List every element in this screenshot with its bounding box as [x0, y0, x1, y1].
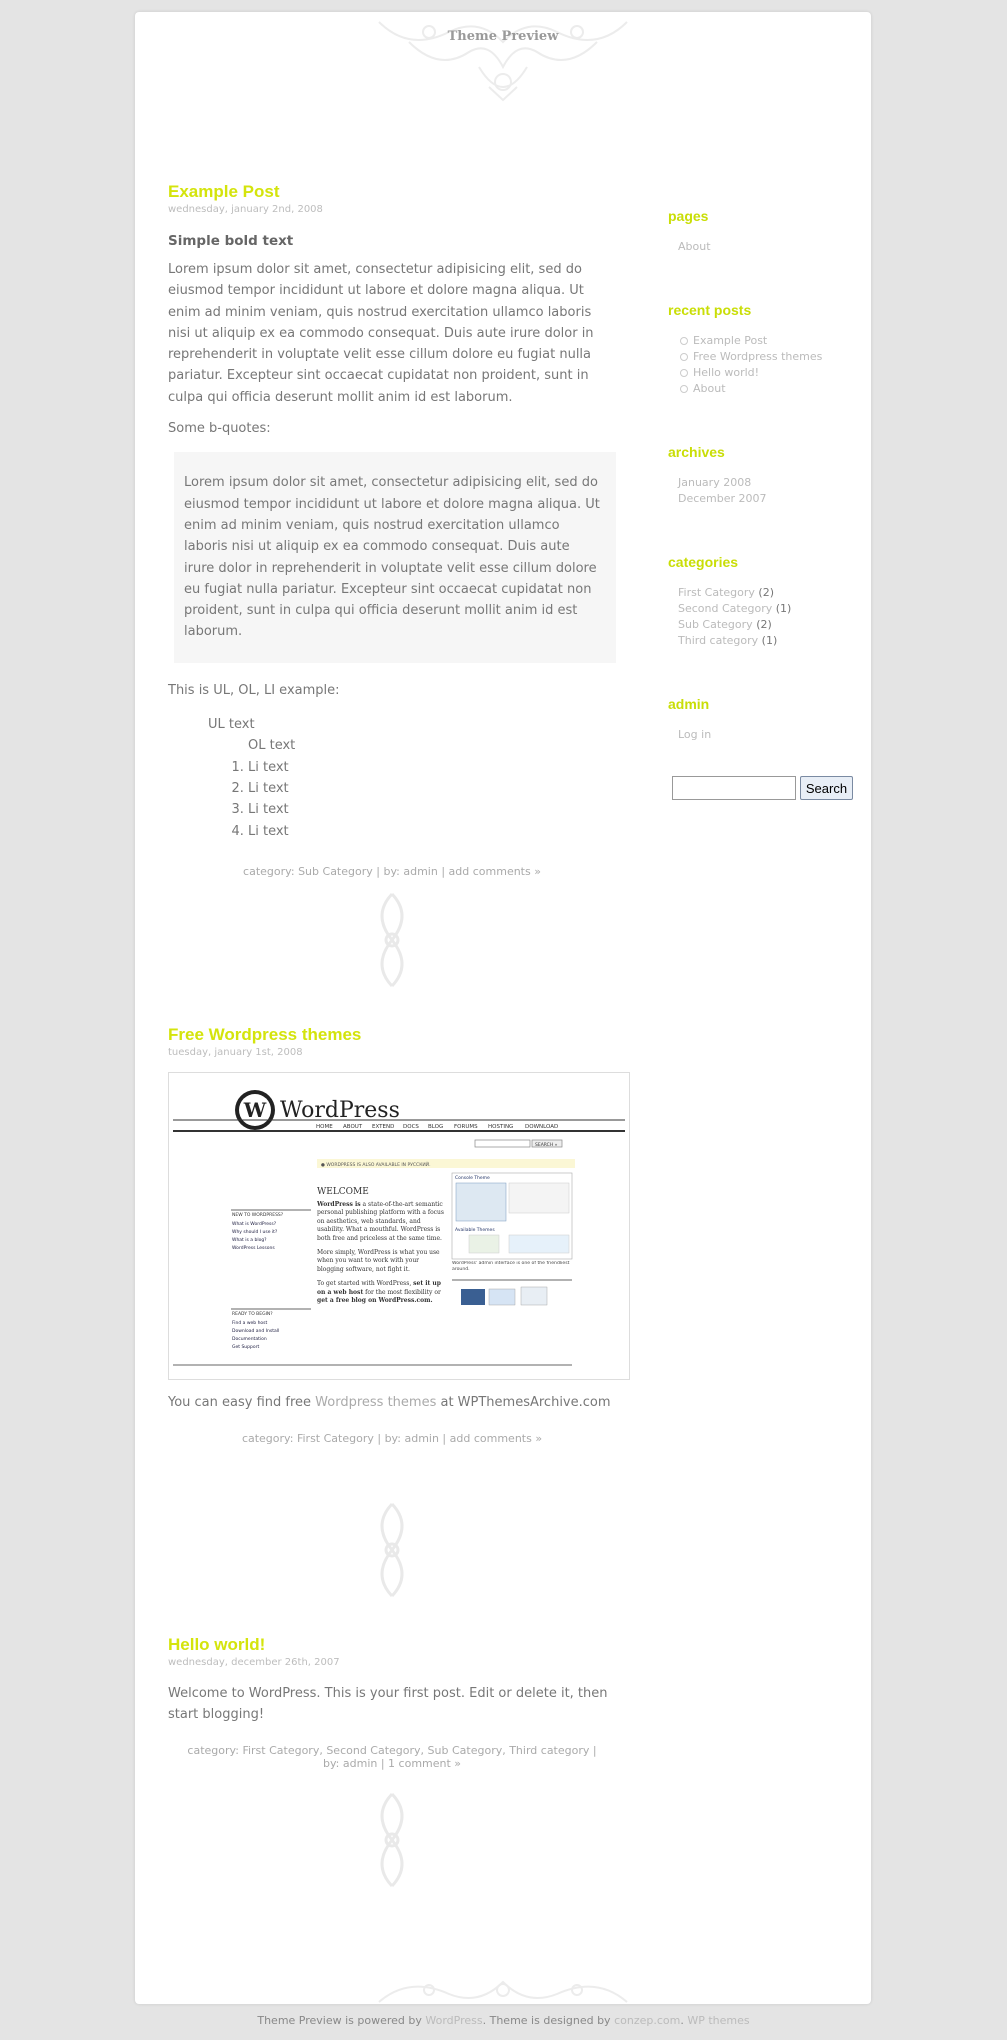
intro-rest: a state-of-the-art semantic personal publishing platform with a focus on aesthetics, web standards, and usability. What a mouthful. WordPress is both free and priceless at the same time. — [317, 1201, 444, 1242]
nav-item: ABOUT — [343, 1124, 363, 1130]
admin-list — [678, 727, 868, 743]
meta-by-prefix: | by: — [372, 864, 404, 878]
list-example — [168, 680, 616, 842]
footer-ornament — [369, 1976, 637, 2004]
footer-text: . — [680, 2014, 688, 2027]
sidebar-title: categories — [668, 554, 739, 570]
ready-heading: READY TO BEGIN? — [232, 1312, 273, 1317]
post-meta — [168, 1744, 616, 1771]
list-intro: This is UL, OL, LI example: — [168, 682, 340, 698]
list-item: 1. Li text — [248, 757, 616, 778]
sidebar-archives — [668, 443, 868, 507]
nav-item: FORUMS — [454, 1124, 478, 1130]
ready-item: Find a web host — [232, 1321, 268, 1326]
meta-by-prefix: | by: — [373, 1432, 405, 1446]
welcome-heading: WELCOME — [317, 1187, 369, 1197]
sidebar-title: admin — [668, 696, 710, 712]
post-hello-world — [168, 1635, 616, 1771]
nav-item: HOSTING — [488, 1124, 514, 1130]
divider-ornament — [366, 890, 418, 990]
notice-text: ● WORDPRESS IS ALSO AVAILABLE IN РУССКИЙ. — [321, 1163, 431, 1168]
footer-wordpress-link[interactable]: WordPress — [425, 2014, 483, 2027]
new-item: What is a blog? — [232, 1238, 267, 1243]
footer — [0, 2014, 1007, 2027]
intro3c: for the most flexibility or — [363, 1288, 441, 1296]
post-paragraph: Welcome to WordPress. This is your first post. Edit or delete it, then start blogging! — [168, 1686, 608, 1723]
ol-text: OL text — [248, 738, 296, 754]
divider-ornament — [366, 1790, 418, 1890]
sidebar-pages — [668, 207, 868, 255]
console-label: Console Theme — [455, 1176, 490, 1181]
intro-bold: WordPress is — [317, 1201, 361, 1208]
post-date: wednesday, december 26th, 2007 — [168, 1657, 340, 1668]
meta-author-link[interactable]: admin — [342, 1757, 378, 1771]
sidebar-item-archive[interactable]: December 2007 — [678, 492, 767, 505]
meta-separator: | — [438, 1432, 450, 1446]
meta-comments-link[interactable]: 1 comment » — [388, 1757, 462, 1771]
intro3a: To get started with WordPress, — [317, 1280, 414, 1288]
nav-item: EXTEND — [372, 1124, 395, 1130]
search-button[interactable]: Search — [800, 776, 853, 800]
search-mini-button: SEARCH » — [535, 1143, 558, 1148]
pages-list — [678, 239, 868, 255]
sidebar-item-archive[interactable]: January 2008 — [678, 476, 752, 489]
footer-text: Theme Preview is powered by — [257, 2014, 426, 2027]
blockquote-text: Lorem ipsum dolor sit amet, consectetur adipisicing elit, sed do eiusmod tempor incididunt ut labore et dolore magna aliqua. Ut enim ad minim veniam, quis nostrud exercitation ullamco laboris nisi ut aliquip ex ea commodo consequat. Duis aute irure dolor in reprehenderit in voluptate velit esse cillum dolore eu fugiat nulla pariatur. Excepteur sint occaecat cupidatat non proident, sunt in culpa qui officia deserunt mollit anim id est laborum. — [184, 475, 600, 640]
meta-comments-link[interactable]: add comments » — [449, 1432, 543, 1446]
meta-author-link[interactable]: admin — [404, 1432, 439, 1446]
search-input[interactable] — [672, 776, 796, 800]
sidebar-title: recent posts — [668, 302, 752, 318]
meta-category-link[interactable]: Sub Category — [298, 864, 373, 878]
category-count: (2) — [758, 586, 774, 599]
sidebar-item-about[interactable]: About — [678, 240, 711, 253]
meta-category-link[interactable]: First Category, Second Category, Sub Category, Third category — [242, 1743, 590, 1757]
wordpress-screenshot — [168, 1072, 630, 1380]
intro2: More simply, WordPress is what you use when you want to work with your blogging software, not fight it. — [317, 1249, 440, 1273]
category-count: (1) — [761, 634, 778, 647]
meta-category-prefix: category: — [241, 1432, 297, 1446]
sidebar-item-recent[interactable]: Hello world! — [678, 365, 868, 381]
post-title[interactable]: Hello world! — [168, 1635, 266, 1654]
footer-text: . Theme is designed by — [482, 2014, 615, 2027]
ordered-list — [168, 757, 616, 842]
ready-item: Documentation — [232, 1337, 267, 1342]
category-count: (1) — [775, 602, 792, 615]
post-free-themes — [168, 1025, 616, 1446]
intro3d: get a free blog on WordPress.com. — [317, 1297, 433, 1305]
meta-comments-link[interactable]: add comments » — [448, 864, 541, 878]
post-example — [168, 182, 616, 878]
sidebar-item-recent[interactable]: Example Post — [678, 333, 868, 349]
sidebar-item-login[interactable]: Log in — [678, 728, 712, 741]
sidebar-item-category[interactable] — [678, 585, 868, 601]
meta-separator: | — [377, 1757, 389, 1771]
list-item: 3. Li text — [248, 799, 616, 820]
archives-list — [678, 475, 868, 507]
sidebar-item-recent[interactable]: Free Wordpress themes — [678, 349, 868, 365]
sidebar-admin — [668, 695, 868, 743]
ready-item: Download and Install — [232, 1329, 280, 1334]
post-title[interactable]: Example Post — [168, 182, 280, 201]
paragraph-text: You can easy find free — [168, 1395, 316, 1410]
header-ornament — [369, 12, 637, 102]
meta-author-link[interactable]: admin — [403, 864, 438, 878]
post-date: tuesday, january 1st, 2008 — [168, 1047, 303, 1058]
nav-item: HOME — [316, 1124, 333, 1130]
page-container — [135, 12, 871, 2004]
category-name[interactable]: First Category — [678, 586, 755, 599]
new-heading: NEW TO WORDPRESS? — [232, 1213, 284, 1218]
site-title[interactable]: Theme Preview — [447, 29, 559, 44]
post-title[interactable]: Free Wordpress themes — [168, 1025, 362, 1044]
footer-wpthemes-link[interactable]: WP themes — [687, 2014, 750, 2027]
list-item: 4. Li text — [248, 821, 616, 842]
sidebar-title: archives — [668, 444, 725, 460]
ul-text: UL text — [208, 717, 255, 733]
svg-text:W: W — [243, 1098, 267, 1122]
category-name[interactable]: Sub Category — [678, 618, 753, 631]
divider-ornament — [366, 1500, 418, 1600]
footer-designer-link[interactable]: conzep.com — [614, 2014, 681, 2027]
sidebar-item-category[interactable] — [678, 601, 868, 617]
new-item: WordPress Lessons — [232, 1246, 275, 1251]
nav-item: DOWNLOAD — [525, 1124, 559, 1130]
meta-category-prefix: category: — [243, 864, 299, 878]
post-paragraph — [168, 1392, 616, 1413]
intro3b: set it up on a web host — [317, 1280, 441, 1296]
post-meta — [168, 865, 616, 879]
bquote-intro: Some b-quotes: — [168, 421, 271, 437]
wordpress-themes-link[interactable]: Wordpress themes — [315, 1395, 437, 1410]
wordpress-logo-text: WordPress — [280, 1098, 400, 1123]
sidebar-title: pages — [668, 208, 709, 224]
new-item: What is WordPress? — [232, 1222, 277, 1227]
recent-posts-list — [678, 333, 868, 397]
sidebar-item-category[interactable] — [678, 633, 868, 649]
meta-category-prefix: category: — [187, 1743, 243, 1757]
post-meta — [168, 1432, 616, 1446]
search-form — [672, 776, 848, 800]
meta-by-prefix: | by: — [322, 1743, 597, 1771]
ready-item: Get Support — [232, 1345, 260, 1350]
sidebar-item-recent[interactable]: About — [678, 381, 868, 397]
sidebar-recent-posts — [668, 301, 868, 397]
screenshot-caption: WordPress' admin interface is one of the friendliest around. — [452, 1261, 570, 1272]
meta-separator: | — [437, 864, 449, 878]
wordpress-screenshot-image — [169, 1073, 629, 1379]
nav-item: DOCS — [403, 1124, 419, 1130]
bold-text: Simple bold text — [168, 233, 294, 249]
blockquote — [174, 452, 616, 662]
categories-list — [678, 585, 868, 649]
category-name[interactable]: Second Category — [678, 602, 773, 615]
list-item: 2. Li text — [248, 778, 616, 799]
paragraph-text: at WPThemesArchive.com — [436, 1395, 611, 1410]
meta-category-link[interactable]: First Category — [296, 1432, 374, 1446]
post-paragraph: Lorem ipsum dolor sit amet, consectetur adipisicing elit, sed do eiusmod tempor incididunt ut labore et dolore magna aliqua. Ut enim ad minim veniam, quis nostrud exercitation ullamco laboris nisi ut aliquip ex ea commodo consequat. Duis aute irure dolor in reprehenderit in voluptate velit esse cillum dolore eu fugiat nulla pariatur. Excepteur sint occaecat cupidatat non proident, sunt in culpa qui officia deserunt mollit anim id est laborum. — [168, 262, 594, 405]
nav-item: BLOG — [428, 1124, 444, 1130]
category-count: (2) — [756, 618, 772, 631]
available-label: Available Themes — [455, 1228, 495, 1233]
sidebar-item-category[interactable] — [678, 617, 868, 633]
post-date: wednesday, january 2nd, 2008 — [168, 204, 323, 215]
sidebar-categories — [668, 553, 868, 649]
category-name[interactable]: Third category — [678, 634, 759, 647]
new-item: Why should I use it? — [232, 1230, 278, 1235]
